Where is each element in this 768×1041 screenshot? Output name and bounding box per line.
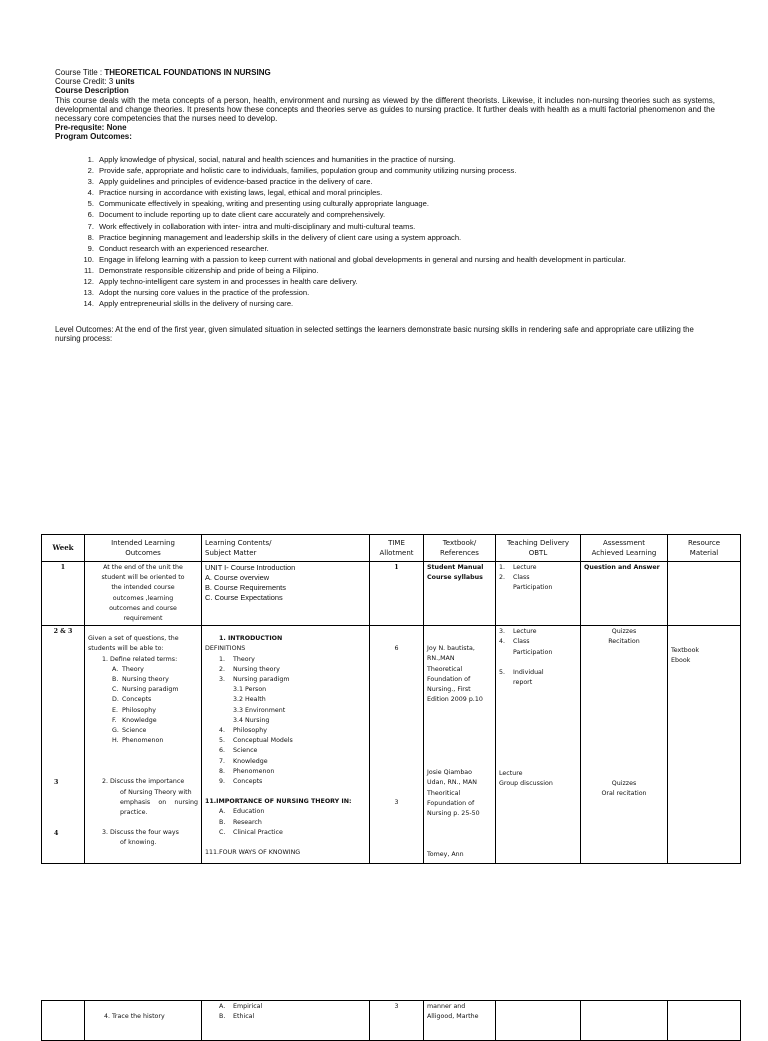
header-learning-contents: Learning Contents/ Subject Matter [202, 535, 370, 562]
level-outcomes: Level Outcomes: At the end of the first year, given simulated situation in selected settings the learners demonstrate basic nursing skills in rendering safe and appropriate care utilizing the nursing process: [55, 325, 694, 344]
learning-contents-cell: 1. INTRODUCTION DEFINITIONS 1. Theory 2. Nursing theory 3. Nursing paradigm 3.1 Person 3.2 Health 3.3 Environment 3.4 Nursing 4. Philosophy 5. Conceptual Models 6. Science 7. Knowledge 8. Phenomenon 9. Concepts 11.IMPORTANCE OF NURSING THEORY IN: A. Education B. Research C. Clinical Practice 111.FOUR WAYS OF KNOWING [202, 626, 370, 864]
header-textbook: Textbook/ References [424, 535, 496, 562]
course-header [55, 68, 715, 142]
resource-cell [668, 562, 741, 626]
list-item: 5. Communicate effectively in speaking, writing and presenting using culturally appropriate language. [87, 199, 429, 209]
syllabus-table-continued [41, 1000, 741, 1041]
header-ilo: Intended Learning Outcomes [85, 535, 202, 562]
table-row [42, 626, 741, 864]
ilo-cell: 4. Trace the history [85, 1001, 202, 1041]
program-outcomes-list [80, 154, 720, 309]
header-time: TIME Allotment [370, 535, 424, 562]
list-item: 8. Practice beginning management and leadership skills in the delivery of client care using a system approach. [87, 232, 462, 242]
textbook-cell: Joy N. bautista, RN.,MAN Theoretical Foundation of Nursing., First Edition 2009 p.10 Josie Qiambao Udan, RN., MAN Theoritical Fopundation of Nursing p. 25-50 Tomey, Ann [424, 626, 496, 864]
resource-cell [668, 1001, 741, 1041]
teaching-delivery-cell [496, 1001, 581, 1041]
week-cell: 2 & 3 3 4 [42, 626, 85, 864]
time-cell: 1 [370, 562, 424, 626]
teaching-delivery-cell: 3. Lecture 4. Class Participation 5. Individual report Lecture Group discussion [496, 626, 581, 864]
course-credit-units: units [115, 77, 135, 87]
course-description-heading: Course Description [55, 86, 129, 96]
list-item: 2. Provide safe, appropriate and holistic care to individuals, families, population group and community utilizing nursing process. [87, 166, 517, 176]
time-cell: 6 3 [370, 626, 424, 864]
list-item: 6. Document to include reporting up to date client care accurately and comprehensively. [87, 210, 386, 220]
course-description: This course deals with the meta concepts of a person, health, environment and nursing as viewed by the different theorists. Likewise, it includes non-nursing theories such as systems, developmental and change theories. It presents how these concepts and theories serve as guides to nursing practice. It further deals with health as a multi factorial phenomenon and the necessary core competencies that the nurses need to develop. [55, 95, 715, 124]
week-cell [42, 1001, 85, 1041]
course-credit-line [55, 77, 715, 86]
syllabus-table [41, 534, 741, 864]
list-item: 14. Apply entrepreneurial skills in the delivery of nursing care. [83, 299, 294, 309]
textbook-cell: Student Manual Course syllabus [424, 562, 496, 626]
program-outcomes-heading: Program Outcomes: [55, 132, 132, 142]
resource-cell: Textbook Ebook [668, 626, 741, 864]
assessment-cell [581, 1001, 668, 1041]
list-item: 3. Apply guidelines and principles of evidence-based practice in the delivery of care. [87, 177, 373, 187]
learning-contents-cell: UNIT I- Course Introduction A. Course overview B. Course Requirements C. Course Expectations [202, 562, 370, 626]
list-item: 10. Engage in lifelong learning with a passion to keep current with national and global developments in general and nursing and health development in particular. [83, 254, 626, 264]
assessment-cell: Quizzes Recitation Quizzes Oral recitation [581, 626, 668, 864]
list-item: 4. Practice nursing in accordance with existing laws, legal, ethical and moral principles. [87, 188, 383, 198]
course-title-line [55, 68, 715, 77]
table-header-row [42, 535, 741, 562]
textbook-cell: manner and Alligood, Marthe [424, 1001, 496, 1041]
course-title-label: Course Title : [55, 68, 105, 77]
time-cell: 3 [370, 1001, 424, 1041]
course-title: THEORETICAL FOUNDATIONS IN NURSING [104, 68, 271, 77]
list-item: 9. Conduct research with an experienced researcher. [87, 243, 269, 253]
list-item: 13. Adopt the nursing core values in the practice of the profession. [83, 288, 310, 298]
list-item: 12. Apply techno-intelligent care system in and processes in health care delivery. [83, 277, 358, 287]
teaching-delivery-cell: 1. Lecture 2. Class Participation [496, 562, 581, 626]
list-item: 7. Work effectively in collaboration with inter- intra and multi-disciplinary and multi-cultural teams. [87, 221, 416, 231]
ilo-cell: At the end of the unit the student will be oriented to the intended course outcomes ,learning outcomes and course requirement [85, 562, 202, 626]
learning-contents-cell: A. Empirical B. Ethical [202, 1001, 370, 1041]
list-item: 11. Demonstrate responsible citizenship and pride of being a Filipino. [84, 265, 319, 275]
course-credit-label: Course Credit: 3 [55, 77, 116, 87]
list-item: 1. Apply knowledge of physical, social, natural and health sciences and humanities in the practice of nursing. [87, 155, 456, 164]
header-week: Week [42, 535, 85, 562]
prerequisite: Pre-requsite: None [55, 123, 127, 133]
header-teaching-delivery: Teaching Delivery OBTL [496, 535, 581, 562]
table-row [42, 1001, 741, 1041]
table-row [42, 562, 741, 626]
header-resource: Resource Material [668, 535, 741, 562]
ilo-cell: Given a set of questions, the students will be able to: 1. Define related terms: A. Theory B. Nursing theory C. Nursing paradigm D. Concepts E. Philosophy F. Knowledge G. Science H. Phenomenon 2. Discuss the importance of Nursing Theory with emphasis on nursing practice. 3. Discuss the four ways of knowing. [85, 626, 202, 864]
header-assessment: Assessment Achieved Learning [581, 535, 668, 562]
week-cell: 1 [42, 562, 85, 626]
assessment-cell: Question and Answer [581, 562, 668, 626]
